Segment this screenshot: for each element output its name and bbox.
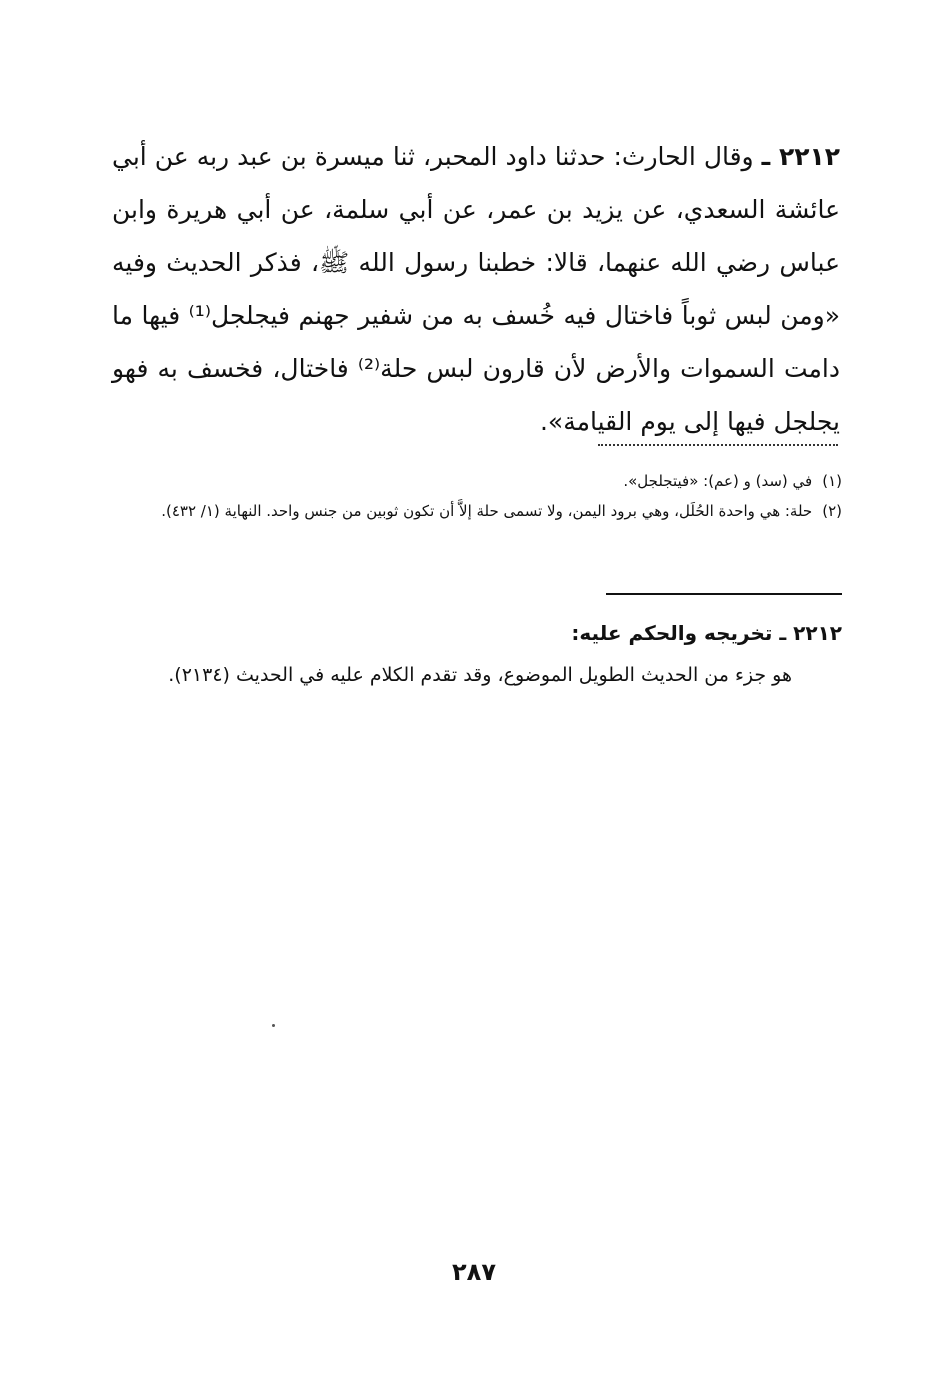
hadith-number: ٢٢١٢ ـ [761, 142, 840, 171]
takhrij-heading: ٢٢١٢ ـ تخريجه والحكم عليه: [571, 621, 842, 645]
scan-speck [272, 1024, 275, 1027]
footnote-separator [598, 436, 838, 446]
footnotes [112, 466, 842, 526]
hadith-paragraph [112, 130, 840, 448]
footnote-text: في (سد) و (عم): «فيتجلجل». [623, 472, 813, 490]
footnote-1 [112, 466, 842, 496]
footnote-number: (٢) [822, 502, 842, 520]
footnote-number: (١) [822, 472, 842, 490]
page-number: ٢٨٧ [452, 1258, 496, 1286]
section-rule [606, 593, 842, 595]
footnote-text: حلة: هي واحدة الحُلَل، وهي برود اليمن، ولا تسمى حلة إلاَّ أن تكون ثوبين من جنس واحد. النهاية (١/ ٤٣٢). [161, 502, 813, 520]
hadith-text-block [112, 130, 840, 448]
hadith-body: وقال الحارث: حدثنا داود المحبر، ثنا ميسرة بن عبد ربه عن أبي عائشة السعدي، عن يزيد بن عمر، عن أبي سلمة، عن أبي هريرة وابن عباس رضي الله عنهما، قالا: خطبنا رسول الله ﷺ، فذكر الحديث وفيه «ومن لبس ثوباً فاختال فيه خُسف به من شفير جهنم فيجلجل⁽¹⁾ فيها ما دامت السموات والأرض لأن قارون لبس حلة⁽²⁾ فاختال، فخسف به فهو يجلجل فيها إلى يوم القيامة». [112, 142, 840, 436]
footnote-2 [112, 496, 842, 526]
takhrij-body: هو جزء من الحديث الطويل الموضوع، وقد تقدم الكلام عليه في الحديث (٢١٣٤). [168, 664, 792, 686]
